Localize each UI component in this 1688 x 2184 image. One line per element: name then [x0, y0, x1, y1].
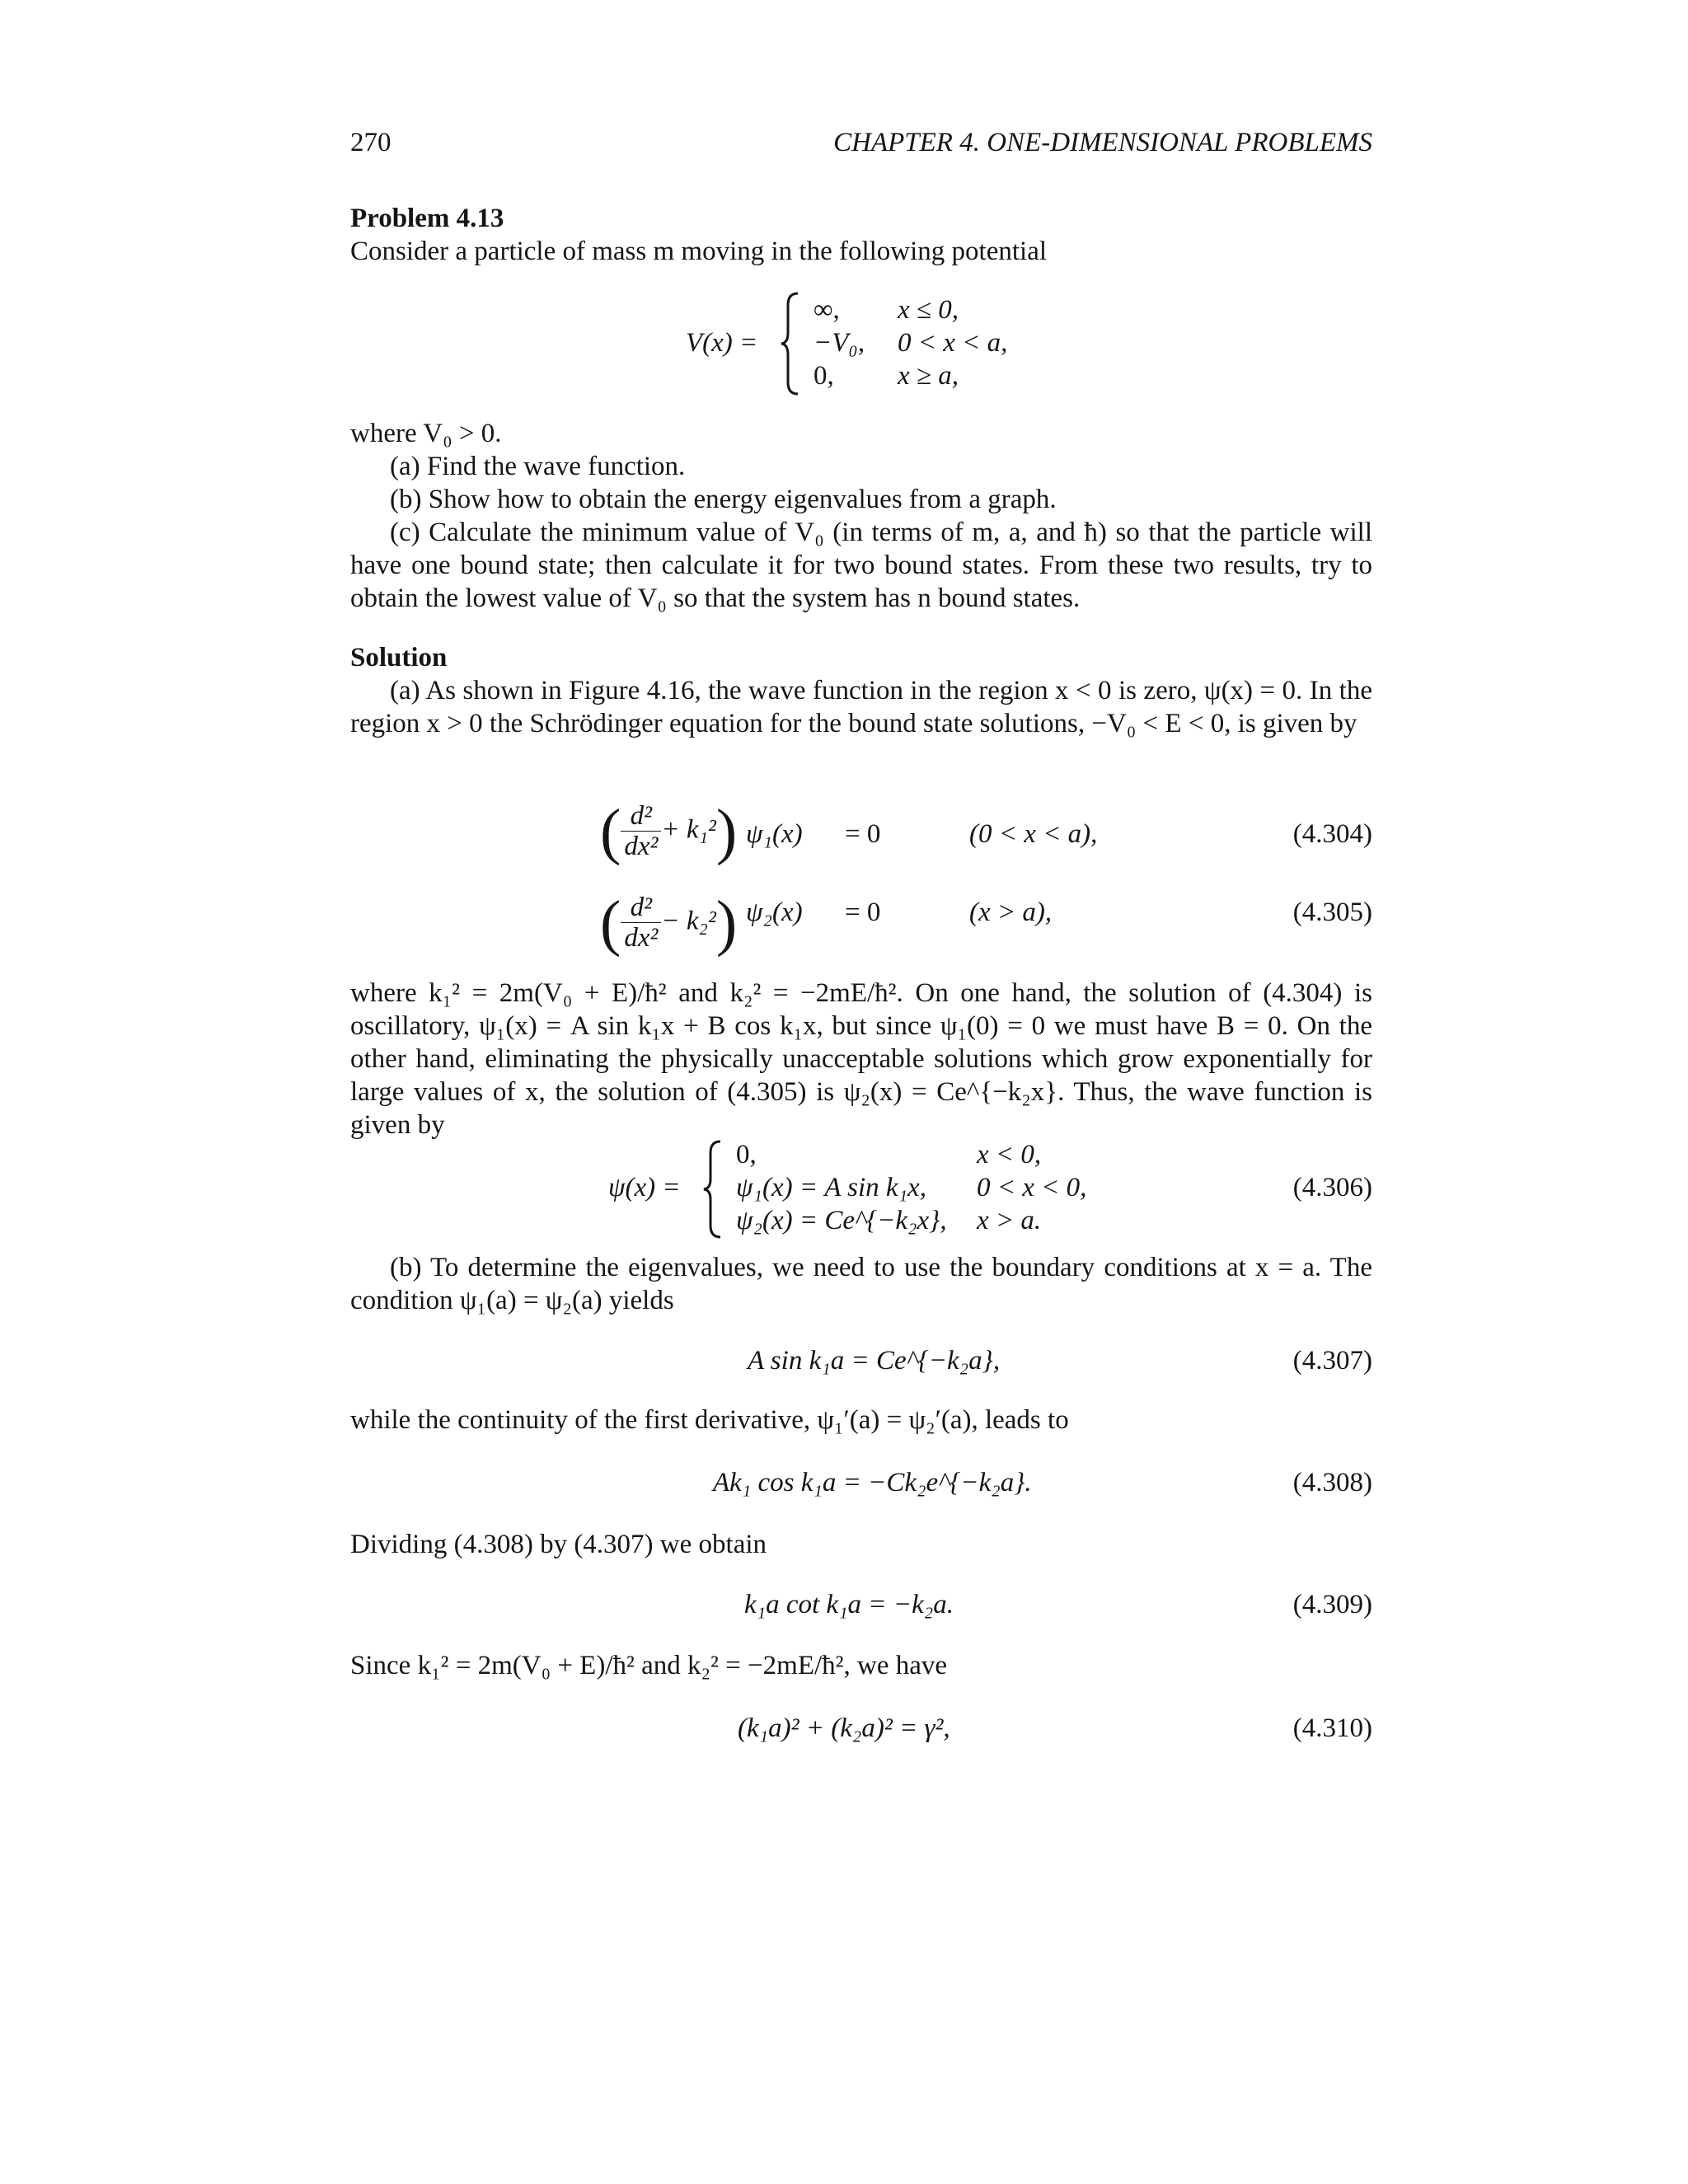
potential-case-3-condition: x ≥ a,: [898, 361, 959, 391]
equation-4304: ( $\frac{\text{d²}}{\text{dx²}}$ + k₁²): [600, 796, 738, 866]
eq-4309-number: (4.309): [1292, 1590, 1372, 1619]
eq-4306-case-1-condition: x < 0,: [977, 1140, 1042, 1169]
eq-4310-expression: (k₁a)² + (k₂a)² = γ²,: [738, 1713, 950, 1743]
part-b: (b) Show how to obtain the energy eigenvalues from a graph.: [390, 485, 1057, 514]
eq-4306-case-3-value: ψ₂(x) = Ce^{−k₂x},: [736, 1206, 947, 1235]
eq-4305-number: (4.305): [1292, 898, 1372, 927]
eq-4306-case-2-condition: 0 < x < 0,: [977, 1173, 1087, 1202]
part-c: (c) Calculate the minimum value of V₀ (in terms of m, a, and ħ) so that the particle will have one bound state; then calculate it for two bound states. From these two results, try to obtain the lowest value of V₀ so that the system has n bound states.: [350, 518, 1372, 613]
potential-case-3-value: 0,: [814, 361, 834, 391]
solution-para-6: Since k₁² = 2m(V₀ + E)/ħ² and k₂² = −2mE/ħ², we have: [350, 1651, 948, 1680]
d2-numerator: d²: [621, 893, 661, 923]
eq-4305-condition: (x > a),: [969, 898, 1053, 927]
eq-4307-expression: A sin k₁a = Ce^{−k₂a},: [748, 1346, 1001, 1376]
potential-case-1-condition: x ≤ 0,: [898, 295, 959, 325]
wavefunction-brace-icon: [701, 1138, 724, 1240]
eq-4308-number: (4.308): [1292, 1468, 1372, 1497]
eq-4307-number: (4.307): [1292, 1346, 1372, 1376]
dx2-denominator: dx²: [624, 832, 659, 862]
solution-para-3: (b) To determine the eigenvalues, we need to use the boundary conditions at x = a. The condition ψ₁(a) = ψ₂(a) yields: [350, 1253, 1372, 1315]
where-text: where V₀ > 0.: [350, 419, 502, 448]
page-number: 270: [350, 128, 392, 157]
d2-numerator: d²: [621, 801, 661, 832]
eq-4304-number: (4.304): [1292, 819, 1372, 849]
solution-para-4: while the continuity of the first derivative, ψ₁′(a) = ψ₂′(a), leads to: [350, 1405, 1069, 1435]
eq-4304-psi: ψ₁(x): [746, 819, 803, 849]
potential-lhs: V(x) =: [686, 328, 758, 358]
running-title: CHAPTER 4. ONE-DIMENSIONAL PROBLEMS: [833, 128, 1372, 157]
eq-4304-condition: (0 < x < a),: [969, 819, 1098, 849]
dx2-denominator: dx²: [624, 923, 659, 954]
eq-4305-rhs: = 0: [845, 898, 881, 927]
eq-4306-case-1-value: 0,: [736, 1140, 757, 1169]
solution-para-5: Dividing (4.308) by (4.307) we obtain: [350, 1530, 767, 1559]
solution-para-1: (a) As shown in Figure 4.16, the wave function in the region x < 0 is zero, ψ(x) = 0. In the region x > 0 the Schrödinger equation for the bound state solutions, −V₀ < E < 0, is given by: [350, 676, 1372, 738]
potential-case-2-value: −V₀,: [814, 328, 865, 358]
eq-4304-rhs: = 0: [845, 819, 881, 849]
problem-intro: Consider a particle of mass m moving in the following potential: [350, 237, 1048, 266]
problem-title: Problem 4.13: [350, 204, 504, 233]
equation-4305: ( $\frac{\text{d²}}{\text{dx²}}$ − k₂²): [600, 888, 738, 958]
solution-para-2: where k₁² = 2m(V₀ + E)/ħ² and k₂² = −2mE/ħ². On one hand, the solution of (4.304) is oscillatory, ψ₁(x) = A sin k₁x + B cos k₁x, but since ψ₁(0) = 0 we must have B = 0. On the other hand, eliminating the physically unacceptable solutions which grow exponentially for large values of x, the solution of (4.305) is ψ₂(x) = Ce^{−k₂x}. Thus, the wave function is given by: [350, 978, 1372, 1140]
eq-4305-psi: ψ₂(x): [746, 898, 803, 927]
eq-4306-number: (4.306): [1292, 1173, 1372, 1202]
eq-4306-lhs: ψ(x) =: [608, 1173, 681, 1202]
eq-4305-op: − k₂²: [661, 906, 716, 936]
solution-title: Solution: [350, 643, 448, 673]
potential-case-1-value: ∞,: [814, 295, 840, 325]
eq-4306-case-2-value: ψ₁(x) = A sin k₁x,: [736, 1173, 926, 1202]
potential-brace-icon: [778, 290, 801, 397]
eq-4304-op: + k₁²: [661, 814, 716, 845]
eq-4309-expression: k₁a cot k₁a = −k₂a.: [744, 1590, 954, 1619]
eq-4306-case-3-condition: x > a.: [977, 1206, 1042, 1235]
eq-4308-expression: Ak₁ cos k₁a = −Ck₂e^{−k₂a}.: [713, 1468, 1032, 1497]
potential-case-2-condition: 0 < x < a,: [898, 328, 1008, 358]
part-a: (a) Find the wave function.: [390, 452, 686, 481]
eq-4310-number: (4.310): [1292, 1713, 1372, 1743]
